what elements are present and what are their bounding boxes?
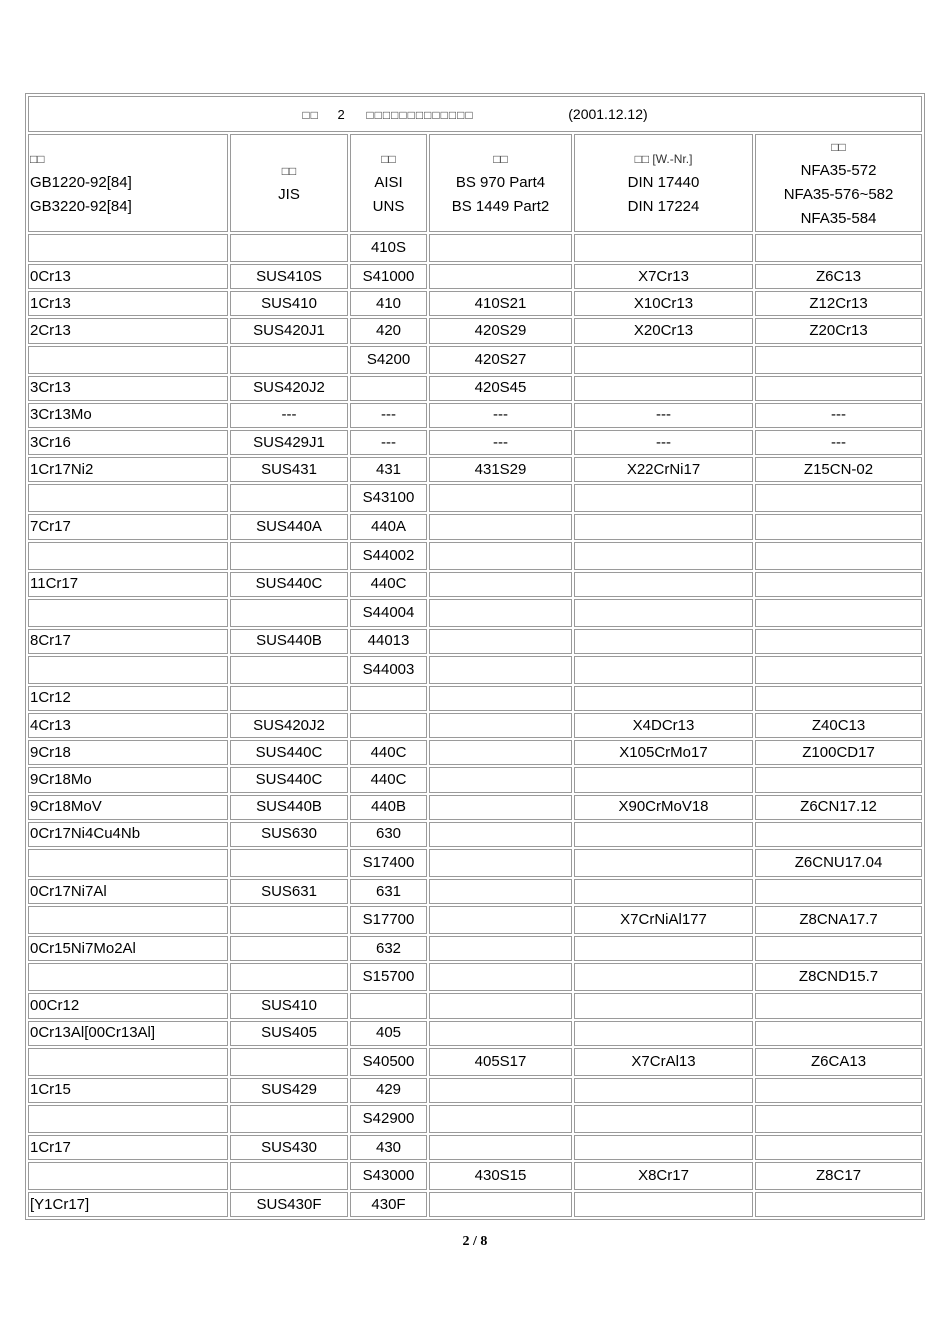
table-cell: X90CrMoV18	[574, 795, 753, 820]
table-cell	[230, 1048, 348, 1076]
table-row	[28, 767, 922, 792]
table-cell	[28, 656, 228, 684]
table-cell: S43000	[350, 1162, 427, 1190]
table-cell: SUS410	[230, 993, 348, 1018]
table-cell: 2Cr13	[28, 318, 228, 343]
table-cell: 11Cr17	[28, 572, 228, 597]
table-row	[28, 740, 922, 765]
table-cell: SUS420J2	[230, 376, 348, 401]
table-cell: S40500	[350, 1048, 427, 1076]
table-cell	[574, 542, 753, 570]
table-cell	[755, 572, 922, 597]
table-cell	[755, 234, 922, 262]
header-line: □□	[281, 164, 297, 178]
table-row	[28, 542, 922, 570]
table-cell	[574, 1021, 753, 1046]
table-cell: 4Cr13	[28, 713, 228, 738]
table-row	[28, 1192, 922, 1217]
table-cell: 44013	[350, 629, 427, 654]
table-cell: SUS440C	[230, 740, 348, 765]
header-line: □□	[831, 140, 846, 154]
table-cell	[755, 376, 922, 401]
table-cell: ---	[230, 403, 348, 428]
table-row	[28, 656, 922, 684]
table-cell: Z20Cr13	[755, 318, 922, 343]
table-cell: 420S45	[429, 376, 572, 401]
table-cell	[574, 234, 753, 262]
table-cell: 430S15	[429, 1162, 572, 1190]
table-cell: ---	[350, 430, 427, 455]
table-cell	[429, 963, 572, 991]
table-cell	[574, 1135, 753, 1160]
table-cell	[574, 849, 753, 877]
table-cell	[574, 1105, 753, 1133]
table-title	[28, 96, 922, 132]
table-cell	[429, 264, 572, 289]
table-cell: 1Cr15	[28, 1078, 228, 1103]
table-cell: 7Cr17	[28, 514, 228, 539]
table-cell: S43100	[350, 484, 427, 512]
header-line: NFA35-584	[800, 210, 877, 227]
table-cell: S17400	[350, 849, 427, 877]
table-cell	[28, 963, 228, 991]
table-cell: 0Cr13	[28, 264, 228, 289]
table-row	[28, 318, 922, 343]
table-cell	[755, 1192, 922, 1217]
header-line: UNS	[372, 198, 405, 215]
table-cell	[28, 849, 228, 877]
table-cell	[350, 686, 427, 711]
table-cell	[429, 1135, 572, 1160]
table-cell	[429, 656, 572, 684]
table-cell	[574, 993, 753, 1018]
table-cell: SUS405	[230, 1021, 348, 1046]
table-cell: ---	[755, 403, 922, 428]
table-cell	[755, 484, 922, 512]
table-cell	[230, 936, 348, 961]
table-row	[28, 629, 922, 654]
table-cell: 440C	[350, 740, 427, 765]
table-cell: 1Cr13	[28, 291, 228, 316]
table-cell	[230, 849, 348, 877]
table-cell: ---	[429, 403, 572, 428]
table-cell	[230, 599, 348, 627]
table-cell: 0Cr17Ni4Cu4Nb	[28, 822, 228, 847]
table-cell	[574, 484, 753, 512]
table-cell	[429, 234, 572, 262]
table-cell: 9Cr18	[28, 740, 228, 765]
table-cell	[429, 795, 572, 820]
header-nfa	[755, 134, 922, 232]
header-line: □□	[493, 152, 508, 166]
table-row	[28, 993, 922, 1018]
table-cell	[230, 234, 348, 262]
table-cell	[574, 963, 753, 991]
table-cell: 3Cr16	[28, 430, 228, 455]
table-row	[28, 1021, 922, 1046]
table-cell	[574, 656, 753, 684]
header-jis	[230, 134, 348, 232]
table-cell: SUS440C	[230, 767, 348, 792]
table-cell	[574, 629, 753, 654]
table-cell	[230, 906, 348, 934]
header-line: DIN 17224	[627, 198, 700, 215]
table-cell	[350, 713, 427, 738]
table-cell	[755, 686, 922, 711]
table-cell	[28, 346, 228, 374]
table-cell: Z8CNA17.7	[755, 906, 922, 934]
table-cell	[429, 1078, 572, 1103]
table-cell	[574, 346, 753, 374]
table-cell: 440C	[350, 767, 427, 792]
table-cell: 631	[350, 879, 427, 904]
header-line: □□	[30, 152, 45, 166]
header-line: DIN 17440	[627, 174, 700, 191]
table-cell: 440B	[350, 795, 427, 820]
table-cell: X7Cr13	[574, 264, 753, 289]
table-cell: ---	[574, 403, 753, 428]
table-row	[28, 849, 922, 877]
table-cell: SUS440B	[230, 629, 348, 654]
table-cell: SUS410S	[230, 264, 348, 289]
table-cell: S41000	[350, 264, 427, 289]
table-cell: 0Cr13Al[00Cr13Al]	[28, 1021, 228, 1046]
table-cell	[230, 656, 348, 684]
table-cell	[28, 599, 228, 627]
table-cell	[574, 879, 753, 904]
table-cell: 410	[350, 291, 427, 316]
table-cell: 410S21	[429, 291, 572, 316]
table-cell: SUS429	[230, 1078, 348, 1103]
table-row	[28, 599, 922, 627]
table-cell	[230, 346, 348, 374]
table-cell: X7CrAl13	[574, 1048, 753, 1076]
table-cell: 630	[350, 822, 427, 847]
table-row	[28, 822, 922, 847]
header-line: BS 970 Part4	[455, 174, 546, 191]
table-cell: 00Cr12	[28, 993, 228, 1018]
stainless-steel-grade-table	[25, 93, 925, 1220]
table-cell: X10Cr13	[574, 291, 753, 316]
table-cell: 405	[350, 1021, 427, 1046]
table-row	[28, 234, 922, 262]
table-cell	[230, 1105, 348, 1133]
header-line: GB3220-92[84]	[30, 198, 132, 215]
table-cell: 430	[350, 1135, 427, 1160]
table-cell	[350, 376, 427, 401]
table-cell	[755, 936, 922, 961]
table-cell: 430F	[350, 1192, 427, 1217]
header-line: BS 1449 Part2	[451, 198, 550, 215]
table-cell: 405S17	[429, 1048, 572, 1076]
table-cell: ---	[350, 403, 427, 428]
table-cell: Z12Cr13	[755, 291, 922, 316]
table-cell	[574, 1192, 753, 1217]
table-cell: 8Cr17	[28, 629, 228, 654]
table-row	[28, 1162, 922, 1190]
table-row	[28, 963, 922, 991]
table-cell	[230, 963, 348, 991]
table-cell: X105CrMo17	[574, 740, 753, 765]
table-cell: 410S	[350, 234, 427, 262]
table-cell: 431	[350, 457, 427, 482]
table-cell	[755, 599, 922, 627]
table-cell	[755, 514, 922, 539]
table-cell: X22CrNi17	[574, 457, 753, 482]
document-sheet	[25, 93, 925, 1220]
table-row	[28, 264, 922, 289]
table-row	[28, 906, 922, 934]
header-line: GB1220-92[84]	[30, 174, 132, 191]
table-cell	[755, 1135, 922, 1160]
table-cell: 1Cr12	[28, 686, 228, 711]
table-cell: 632	[350, 936, 427, 961]
table-cell: X4DCr13	[574, 713, 753, 738]
header-line: □□ [W.-Nr.]	[634, 152, 693, 166]
table-cell: X8Cr17	[574, 1162, 753, 1190]
table-cell	[574, 767, 753, 792]
table-cell	[429, 849, 572, 877]
table-cell	[429, 713, 572, 738]
table-cell: S44003	[350, 656, 427, 684]
title-label-b: □□□□□□□□□□□□□	[366, 107, 474, 122]
table-row	[28, 484, 922, 512]
header-line: NFA35-576~582	[783, 186, 894, 203]
table-row	[28, 936, 922, 961]
table-cell: 1Cr17	[28, 1135, 228, 1160]
table-cell: Z100CD17	[755, 740, 922, 765]
table-cell: [Y1Cr17]	[28, 1192, 228, 1217]
table-row	[28, 1078, 922, 1103]
table-cell	[429, 572, 572, 597]
table-cell: SUS440B	[230, 795, 348, 820]
title-number: 2	[337, 106, 346, 122]
table-cell: 3Cr13	[28, 376, 228, 401]
table-cell	[755, 346, 922, 374]
table-cell	[429, 993, 572, 1018]
table-row	[28, 879, 922, 904]
table-cell	[755, 656, 922, 684]
table-cell: Z15CN-02	[755, 457, 922, 482]
table-row	[28, 457, 922, 482]
table-cell	[28, 234, 228, 262]
table-cell: 420	[350, 318, 427, 343]
table-cell: X20Cr13	[574, 318, 753, 343]
table-cell	[429, 1105, 572, 1133]
table-cell	[755, 542, 922, 570]
table-cell	[230, 686, 348, 711]
table-cell	[429, 686, 572, 711]
title-label-a: □□	[302, 107, 319, 122]
table-row	[28, 572, 922, 597]
table-cell: Z6CA13	[755, 1048, 922, 1076]
table-cell	[429, 767, 572, 792]
table-cell: 9Cr18Mo	[28, 767, 228, 792]
table-cell	[574, 514, 753, 539]
table-cell: SUS631	[230, 879, 348, 904]
table-cell: 0Cr17Ni7Al	[28, 879, 228, 904]
table-cell: SUS440C	[230, 572, 348, 597]
table-cell: 440A	[350, 514, 427, 539]
table-cell	[28, 1162, 228, 1190]
table-cell	[429, 1021, 572, 1046]
table-cell	[755, 1105, 922, 1133]
table-row	[28, 1135, 922, 1160]
header-line: NFA35-572	[800, 162, 877, 179]
table-cell	[429, 740, 572, 765]
table-cell	[28, 1105, 228, 1133]
table-cell: Z8C17	[755, 1162, 922, 1190]
table-row	[28, 403, 922, 428]
table-cell: Z6CNU17.04	[755, 849, 922, 877]
table-cell	[755, 1021, 922, 1046]
table-cell: Z40C13	[755, 713, 922, 738]
table-row	[28, 1048, 922, 1076]
table-cell: SUS420J2	[230, 713, 348, 738]
header-bs	[429, 134, 572, 232]
table-cell	[429, 542, 572, 570]
header-cn-standard	[28, 134, 228, 232]
table-row	[28, 795, 922, 820]
header-line: AISI	[374, 174, 403, 191]
page-number: 2 / 8	[462, 1234, 488, 1249]
table-cell	[755, 993, 922, 1018]
table-cell: SUS410	[230, 291, 348, 316]
table-cell: SUS430F	[230, 1192, 348, 1217]
table-cell	[429, 629, 572, 654]
table-cell: 9Cr18MoV	[28, 795, 228, 820]
table-cell	[429, 879, 572, 904]
table-cell: Z6CN17.12	[755, 795, 922, 820]
table-cell	[28, 1048, 228, 1076]
table-cell	[230, 484, 348, 512]
table-cell: 420S27	[429, 346, 572, 374]
table-cell: ---	[755, 430, 922, 455]
table-cell: Z8CND15.7	[755, 963, 922, 991]
table-cell	[755, 629, 922, 654]
table-cell: SUS440A	[230, 514, 348, 539]
table-cell: 429	[350, 1078, 427, 1103]
table-row	[28, 346, 922, 374]
table-cell: 440C	[350, 572, 427, 597]
table-cell	[429, 514, 572, 539]
table-cell	[574, 822, 753, 847]
table-cell	[574, 1078, 753, 1103]
table-cell: SUS420J1	[230, 318, 348, 343]
table-cell: ---	[574, 430, 753, 455]
table-row	[28, 376, 922, 401]
table-cell	[574, 686, 753, 711]
table-cell	[574, 936, 753, 961]
header-line: JIS	[278, 186, 300, 203]
table-row	[28, 1105, 922, 1133]
table-cell	[574, 599, 753, 627]
table-body	[28, 234, 922, 1217]
table-cell: S17700	[350, 906, 427, 934]
header-aisi-uns	[350, 134, 427, 232]
table-cell	[755, 822, 922, 847]
table-cell: 3Cr13Mo	[28, 403, 228, 428]
column-header-row	[28, 134, 922, 232]
header-line: □□	[381, 152, 396, 166]
table-cell	[755, 767, 922, 792]
table-cell: SUS429J1	[230, 430, 348, 455]
table-cell	[429, 822, 572, 847]
table-cell	[574, 376, 753, 401]
table-cell	[230, 1162, 348, 1190]
table-row	[28, 430, 922, 455]
table-cell: Z6C13	[755, 264, 922, 289]
table-cell: SUS630	[230, 822, 348, 847]
table-cell: S44002	[350, 542, 427, 570]
table-cell: S15700	[350, 963, 427, 991]
table-cell	[574, 572, 753, 597]
table-cell: S4200	[350, 346, 427, 374]
table-cell: S44004	[350, 599, 427, 627]
table-cell: 1Cr17Ni2	[28, 457, 228, 482]
table-row	[28, 686, 922, 711]
table-cell: 420S29	[429, 318, 572, 343]
table-cell: SUS431	[230, 457, 348, 482]
table-cell	[28, 906, 228, 934]
table-cell	[429, 599, 572, 627]
table-row	[28, 514, 922, 539]
table-cell	[230, 542, 348, 570]
table-row	[28, 713, 922, 738]
table-cell	[28, 484, 228, 512]
table-row	[28, 291, 922, 316]
title-date: (2001.12.12)	[568, 105, 648, 122]
table-cell	[28, 542, 228, 570]
table-cell	[429, 484, 572, 512]
header-din	[574, 134, 753, 232]
table-cell	[350, 993, 427, 1018]
table-cell	[429, 906, 572, 934]
table-cell	[755, 1078, 922, 1103]
table-cell: SUS430	[230, 1135, 348, 1160]
table-cell: ---	[429, 430, 572, 455]
table-cell: X7CrNiAl177	[574, 906, 753, 934]
table-cell: S42900	[350, 1105, 427, 1133]
table-cell	[429, 1192, 572, 1217]
table-cell: 0Cr15Ni7Mo2Al	[28, 936, 228, 961]
table-cell	[755, 879, 922, 904]
table-cell: 431S29	[429, 457, 572, 482]
table-cell	[429, 936, 572, 961]
